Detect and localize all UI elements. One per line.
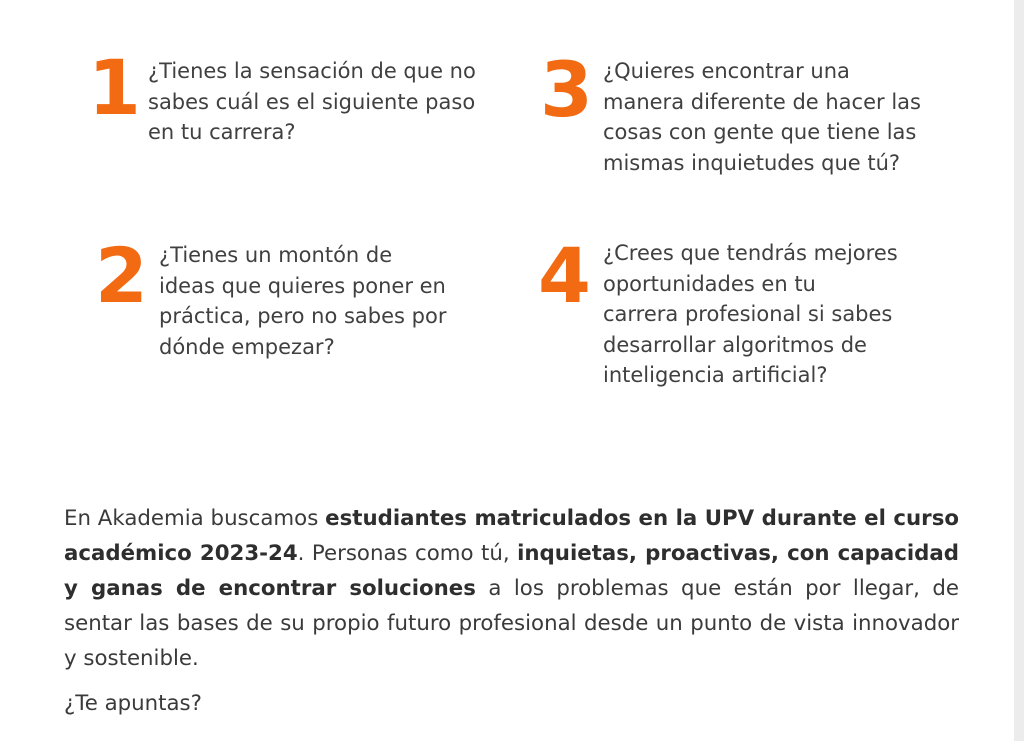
question-text-1: ¿Tienes la sensación de que no sabes cuál es el siguiente paso en tu carrera? [148, 59, 476, 144]
question-number-1: 1 [88, 43, 141, 132]
question-text-4: ¿Crees que tendrás mejores oportunidades en tu carrera profesional si sabes desarrollar algoritmos de inteligencia artificial? [603, 241, 898, 387]
paragraph-text-1: En Akademia buscamos [64, 506, 326, 531]
question-text-3: ¿Quieres encontrar una manera diferente de hacer las cosas con gente que tiene las mismas inquietudes que tú? [603, 59, 921, 175]
body-paragraph [64, 501, 959, 676]
paragraph-text-3: a los problemas que están por llegar, de sentar las bases de su propio futuro profesional desde un punto de vista innovador y sostenible. [64, 576, 959, 671]
paragraph-bold-2: inquietas, proactivas, con capacidad y ganas de encontrar soluciones [64, 541, 959, 601]
paragraph-text-2: . Personas como tú, [297, 541, 518, 566]
question-number-3: 3 [540, 45, 593, 134]
paragraph-bold-1: estudiantes matriculados en la UPV durante el curso académico 2023-24 [64, 506, 959, 566]
question-number-4: 4 [538, 231, 591, 320]
question-text-2: ¿Tienes un montón de ideas que quieres poner en práctica, pero no sabes por dónde empezar? [159, 243, 447, 359]
call-to-action: ¿Te apuntas? [64, 691, 202, 716]
page-edge-strip [1014, 0, 1024, 741]
question-number-2: 2 [95, 231, 148, 320]
